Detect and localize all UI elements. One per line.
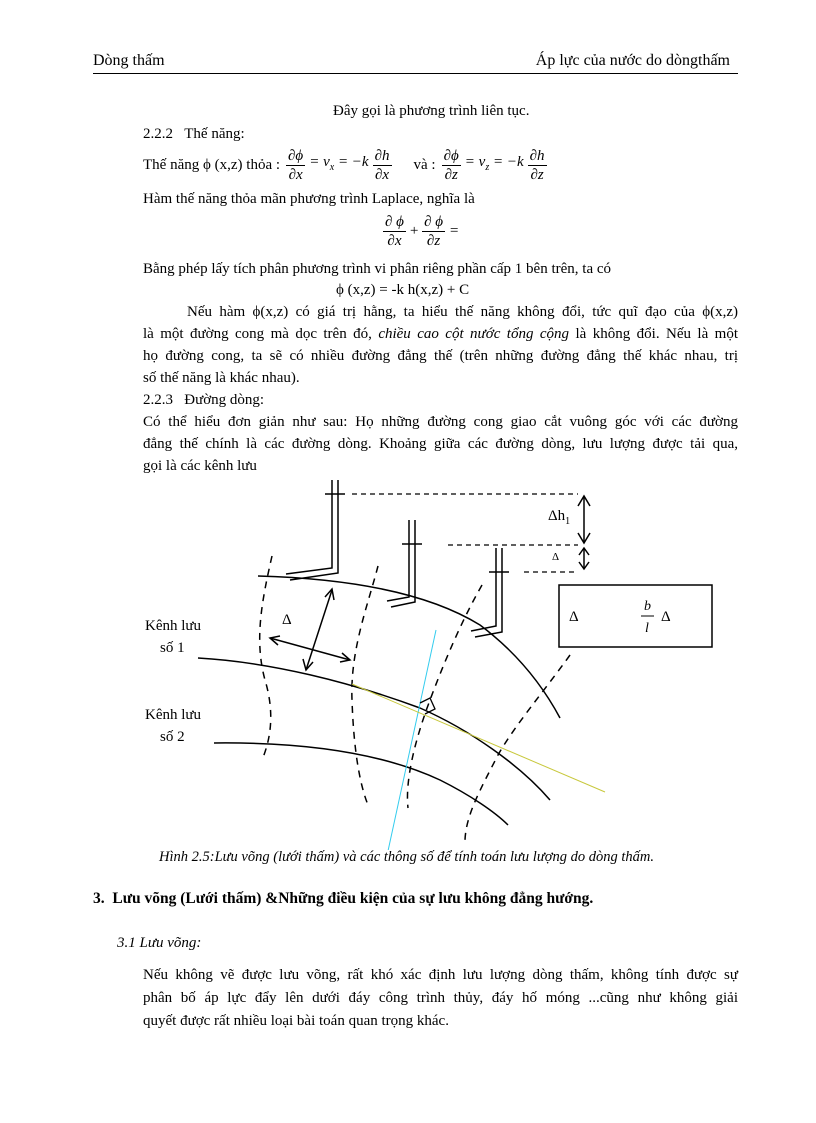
eq2-lhs: $\frac{\partial\phi}{\partial z}$ [443, 147, 459, 183]
para1-line2-em: chiều cao cột nước tổng cộng [378, 326, 570, 342]
subsection-3-1 [117, 932, 201, 954]
section-3-number: 3. [93, 890, 105, 907]
section-title: Thế năng: [184, 126, 245, 142]
label-dh1: $\Delta h_1$ [548, 508, 571, 527]
header-left: Dòng thấm [93, 52, 165, 69]
figure-caption: Hình 2.5:Lưu võng (lưới thấm) và các thông số để tính toán lưu lượng do dòng thấm. [159, 849, 654, 865]
subsection-number: 3.1 [117, 935, 136, 951]
section3-para-line2: phân bố áp lực đẩy lên dưới đáy công trình thủy, đáy hố móng ...cũng như không giải [143, 990, 738, 1006]
eq1-rhs: $\frac{\partial h}{\partial x}$ [374, 147, 390, 183]
label-channel-1-a: Kênh lưu [145, 618, 202, 634]
section-3-title: Lưu võng (Lưới thấm) &Những điều kiện của sự lưu không đẳng hướng. [112, 890, 594, 907]
laplace-term1: $\frac{\partial \phi}{\partial x}$ [385, 213, 404, 249]
equipotential-3 [407, 585, 482, 808]
section3-para-line1: Nếu không vẽ được lưu võng, rất khó xác định lưu lượng dòng thấm, không tính được sự [143, 967, 738, 983]
section-3-heading [93, 890, 593, 908]
continuity-line: Đây gọi là phương trình liên tục. [333, 103, 530, 119]
eq2-rhs: $\frac{\partial h}{\partial z}$ [529, 147, 545, 183]
laplace-plus: + [408, 223, 420, 239]
para2-line1: Có thể hiểu đơn giản như sau: Họ những đường cong giao cắt vuông góc với các đường [143, 414, 738, 430]
para1-line3: họ đường cong, ta sẽ có nhiều đường đẳng thế (trên những đường đẳng thế khác nhau, trị [143, 348, 738, 364]
channel-width-arrow [303, 589, 334, 670]
section-number: 2.2.3 [143, 392, 173, 408]
integration-line: Bằng phép lấy tích phân phương trình vi phân riêng phần cấp 1 bên trên, ta có [143, 261, 612, 277]
section3-para-line3: quyết được rất nhiều loại bài toán quan trọng khác. [143, 1013, 449, 1029]
section-2-2-3 [143, 389, 264, 411]
label-channel-2-a: Kênh lưu [145, 707, 202, 723]
header-rule [93, 73, 738, 74]
box-fraction-denominator: l [645, 621, 649, 636]
integration-equation: ϕ (x,z) = -k h(x,z) + C [336, 282, 470, 298]
label-channel-1-b: số 1 [160, 640, 185, 656]
label-delta: Δ [282, 612, 292, 628]
equipotential-1 [260, 556, 272, 760]
flowline-tangent [352, 684, 605, 792]
laplace-intro: Hàm thế năng thỏa mãn phương trình Laplace, nghĩa là [143, 191, 475, 207]
para1-line2-a: là một đường cong mà dọc trên đó, [143, 326, 372, 342]
box-delta-right: Δ [661, 609, 671, 625]
box-fraction-numerator: b [644, 599, 651, 614]
flowline-middle [198, 658, 550, 800]
laplace-term2: $\frac{\partial \phi}{\partial z}$ [424, 213, 443, 249]
section-2-2-2 [143, 123, 245, 145]
section-title: Đường dòng: [184, 392, 265, 408]
para1-line2 [143, 323, 738, 345]
laplace-equals: = [449, 223, 460, 239]
para1-line1: Nếu hàm ϕ(x,z) có giá trị hằng, ta hiểu thế năng không đổi, tức quĩ đạo của ϕ(x,z) [187, 304, 738, 320]
header-right: Áp lực của nước do dòngthấm [535, 52, 730, 69]
formula-box [559, 585, 712, 647]
equipotential-highlight [388, 630, 436, 850]
para2-line2: đẳng thế chính là các đường dòng. Khoảng giữa các đường dòng, lưu lượng được tải qua, [143, 436, 738, 452]
eq1-lhs: $\frac{\partial\phi}{\partial x}$ [288, 147, 304, 183]
piezometer-1 [286, 480, 345, 580]
eq1-mid: = $v_x = -k$ [309, 154, 369, 173]
label-channel-2-b: số 2 [160, 729, 185, 745]
flow-net-figure [0, 470, 816, 850]
subsection-title: Lưu võng: [139, 935, 202, 951]
box-delta-left: Δ [569, 609, 579, 625]
para1-line4: số thế năng là khác nhau). [143, 370, 300, 386]
label-delta-small: Δ [552, 551, 560, 563]
potential-equation [143, 143, 547, 187]
section-number: 2.2.2 [143, 126, 173, 142]
laplace-equation [383, 208, 459, 254]
potential-intro: Thế năng ϕ (x,z) thỏa : [143, 157, 281, 173]
eq2-mid: = $v_z = -k$ [464, 154, 524, 173]
eq-and: và : [413, 157, 436, 173]
dh-small-arrow [579, 548, 589, 569]
para2-line3: gọi là các kênh lưu [143, 458, 257, 474]
dh1-arrow [578, 496, 590, 543]
para1-line2-b: là không đổi. Nếu là một [575, 326, 738, 342]
equipotential-4 [465, 655, 570, 840]
